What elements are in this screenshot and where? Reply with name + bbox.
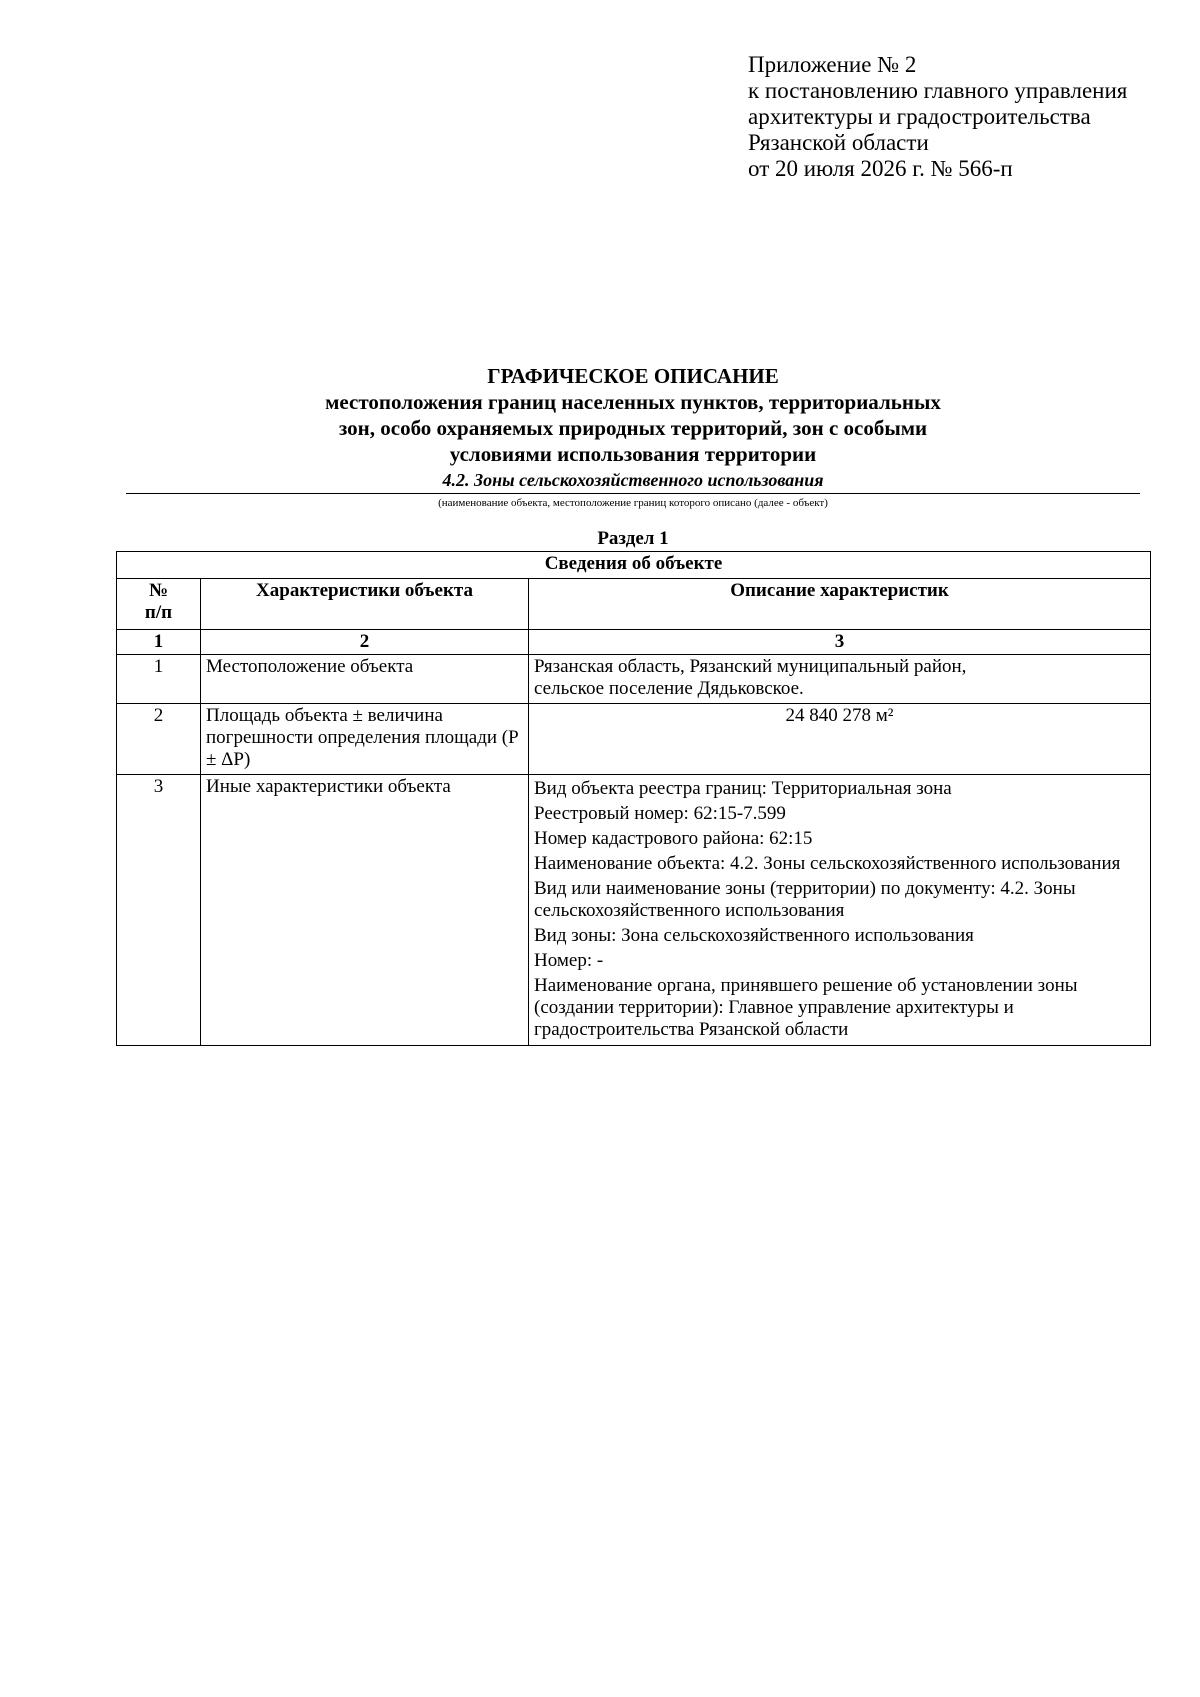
appendix-line: Приложение № 2 xyxy=(748,52,917,77)
object-name-underline xyxy=(126,493,1140,494)
header-number-label: № п/п xyxy=(144,580,173,623)
row-characteristic: Площадь объекта ± величина погрешности определения площади (P ± ΔP) xyxy=(201,704,529,775)
description-line: Номер: - xyxy=(534,950,604,971)
table-row xyxy=(117,775,1151,1046)
column-number-row xyxy=(117,630,1151,655)
row-number: 2 xyxy=(117,704,201,775)
object-name: 4.2. Зоны сельскохозяйственного использования xyxy=(442,470,824,490)
row-description xyxy=(529,655,1151,704)
appendix-line: к постановлению главного управления xyxy=(748,78,1128,103)
description-line: Наименование объекта: 4.2. Зоны сельскохозяйственного использования xyxy=(534,853,1121,874)
document-subtitle-line: условиями использования территории xyxy=(449,442,817,466)
description-line: Реестровый номер: 62:15-7.599 xyxy=(534,803,786,824)
table-row xyxy=(117,655,1151,704)
row-description xyxy=(529,775,1151,1046)
appendix-line: Рязанской области xyxy=(748,130,929,155)
column-number: 1 xyxy=(117,630,201,655)
column-number: 3 xyxy=(529,630,1151,655)
header-characteristic: Характеристики объекта xyxy=(201,579,529,630)
table-caption: Сведения об объекте xyxy=(117,552,1151,579)
description-line: Рязанская область, Рязанский муниципальный район, xyxy=(534,656,967,677)
table-row xyxy=(117,704,1151,775)
row-number: 1 xyxy=(117,655,201,704)
header-number xyxy=(117,579,201,630)
appendix-header xyxy=(748,52,1168,182)
column-number: 2 xyxy=(201,630,529,655)
description-line: Наименование органа, принявшего решение об установлении зоны (создании территории): Главное управление архитектуры и градостроительства Рязанской области xyxy=(534,975,1078,1040)
document-title: ГРАФИЧЕСКОЕ ОПИСАНИЕ xyxy=(487,364,779,388)
header-description: Описание характеристик xyxy=(529,579,1151,630)
description-line: Номер кадастрового района: 62:15 xyxy=(534,828,813,849)
appendix-line: от 20 июля 2026 г. № 566-п xyxy=(748,156,1013,181)
appendix-line: архитектуры и градостроительства xyxy=(748,104,1091,129)
row-characteristic: Местоположение объекта xyxy=(201,655,529,704)
row-number: 3 xyxy=(117,775,201,1046)
section-title: Раздел 1 xyxy=(597,528,669,549)
description-line: Вид объекта реестра границ: Территориальная зона xyxy=(534,778,952,799)
table-header-row xyxy=(117,579,1151,630)
document-subtitle-line: зон, особо охраняемых природных территорий, зон с особыми xyxy=(338,416,928,440)
document-subtitle-line: местоположения границ населенных пунктов, территориальных xyxy=(325,390,941,414)
table-caption-row xyxy=(117,552,1151,579)
object-caption: (наименование объекта, местоположение границ которого описано (далее - объект) xyxy=(438,497,828,509)
object-info-table xyxy=(116,551,1151,1046)
area-value: 24 840 278 м² xyxy=(529,704,1151,775)
description-line: Вид или наименование зоны (территории) по документу: 4.2. Зоны сельскохозяйственного использования xyxy=(534,878,1076,921)
description-line: сельское поселение Дядьковское. xyxy=(534,678,804,699)
title-block xyxy=(126,363,1140,511)
row-characteristic: Иные характеристики объекта xyxy=(201,775,529,1046)
description-line: Вид зоны: Зона сельскохозяйственного использования xyxy=(534,925,974,946)
